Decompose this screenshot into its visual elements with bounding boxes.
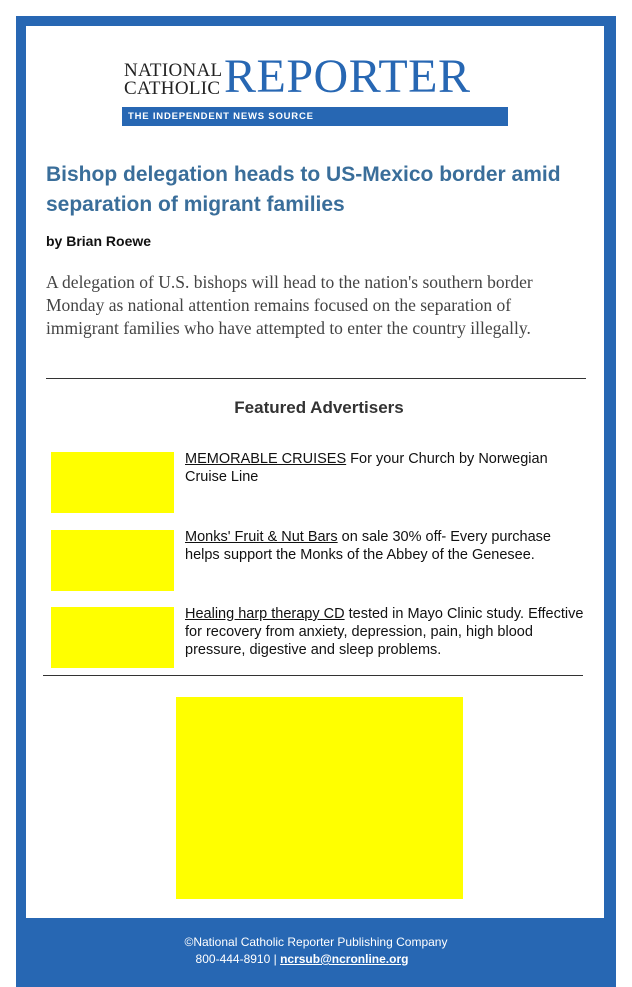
ad-description bbox=[185, 528, 585, 564]
ad-description bbox=[185, 450, 585, 486]
ad-link[interactable]: Monks' Fruit & Nut Bars bbox=[185, 529, 338, 545]
ad-description bbox=[185, 605, 585, 659]
ad-image[interactable] bbox=[51, 452, 174, 513]
ad-image[interactable] bbox=[51, 607, 174, 668]
divider-bottom bbox=[43, 675, 583, 676]
ad-image[interactable] bbox=[51, 530, 174, 591]
ad-text: tested in Mayo Clinic study. Effective for recovery from anxiety, depression, pain, high blood pressure, digestive and sleep problems. bbox=[185, 606, 584, 658]
newsletter-frame bbox=[16, 16, 616, 987]
footer-copyright: ©National Catholic Reporter Publishing Company bbox=[184, 935, 448, 949]
banner-ad[interactable] bbox=[176, 697, 463, 899]
footer-contact bbox=[16, 951, 616, 968]
ad-text: on sale 30% off- Every purchase helps support the Monks of the Abbey of the Genesee. bbox=[185, 529, 551, 563]
ad-row-cruises bbox=[51, 450, 591, 512]
article-summary: A delegation of U.S. bishops will head to the nation's southern border Monday as national attention remains focused on the separation of immigrant families who have attempted to enter the country illegally. bbox=[46, 272, 533, 338]
article-headline[interactable]: Bishop delegation heads to US-Mexico border amid separation of migrant families bbox=[46, 163, 561, 216]
logo-word-reporter: REPORTER bbox=[224, 50, 471, 103]
footer-email-link[interactable]: ncrsub@ncronline.org bbox=[280, 952, 409, 966]
featured-advertisers-heading bbox=[26, 398, 604, 418]
ad-row-harp bbox=[51, 605, 591, 667]
divider-top bbox=[46, 378, 586, 379]
logo-tagline: THE INDEPENDENT NEWS SOURCE bbox=[128, 111, 314, 122]
ad-link[interactable]: MEMORABLE CRUISES bbox=[185, 451, 347, 467]
ncr-logo[interactable] bbox=[122, 52, 522, 122]
logo-small-text bbox=[124, 62, 222, 98]
footer bbox=[16, 934, 616, 968]
logo-word-national: NATIONAL bbox=[124, 60, 223, 81]
logo-word-catholic: CATHOLIC bbox=[124, 78, 221, 99]
logo-tagline-bar bbox=[122, 107, 508, 126]
ad-link[interactable]: Healing harp therapy CD bbox=[185, 606, 345, 622]
article-byline: by Brian Roewe bbox=[46, 233, 152, 249]
footer-phone: 800-444-8910 | bbox=[195, 952, 281, 966]
featured-heading-text: Featured Advertisers bbox=[234, 398, 404, 417]
ad-text: For your Church by Norwegian Cruise Line bbox=[185, 451, 548, 485]
ad-row-monks bbox=[51, 528, 591, 590]
newsletter-card bbox=[26, 26, 604, 918]
